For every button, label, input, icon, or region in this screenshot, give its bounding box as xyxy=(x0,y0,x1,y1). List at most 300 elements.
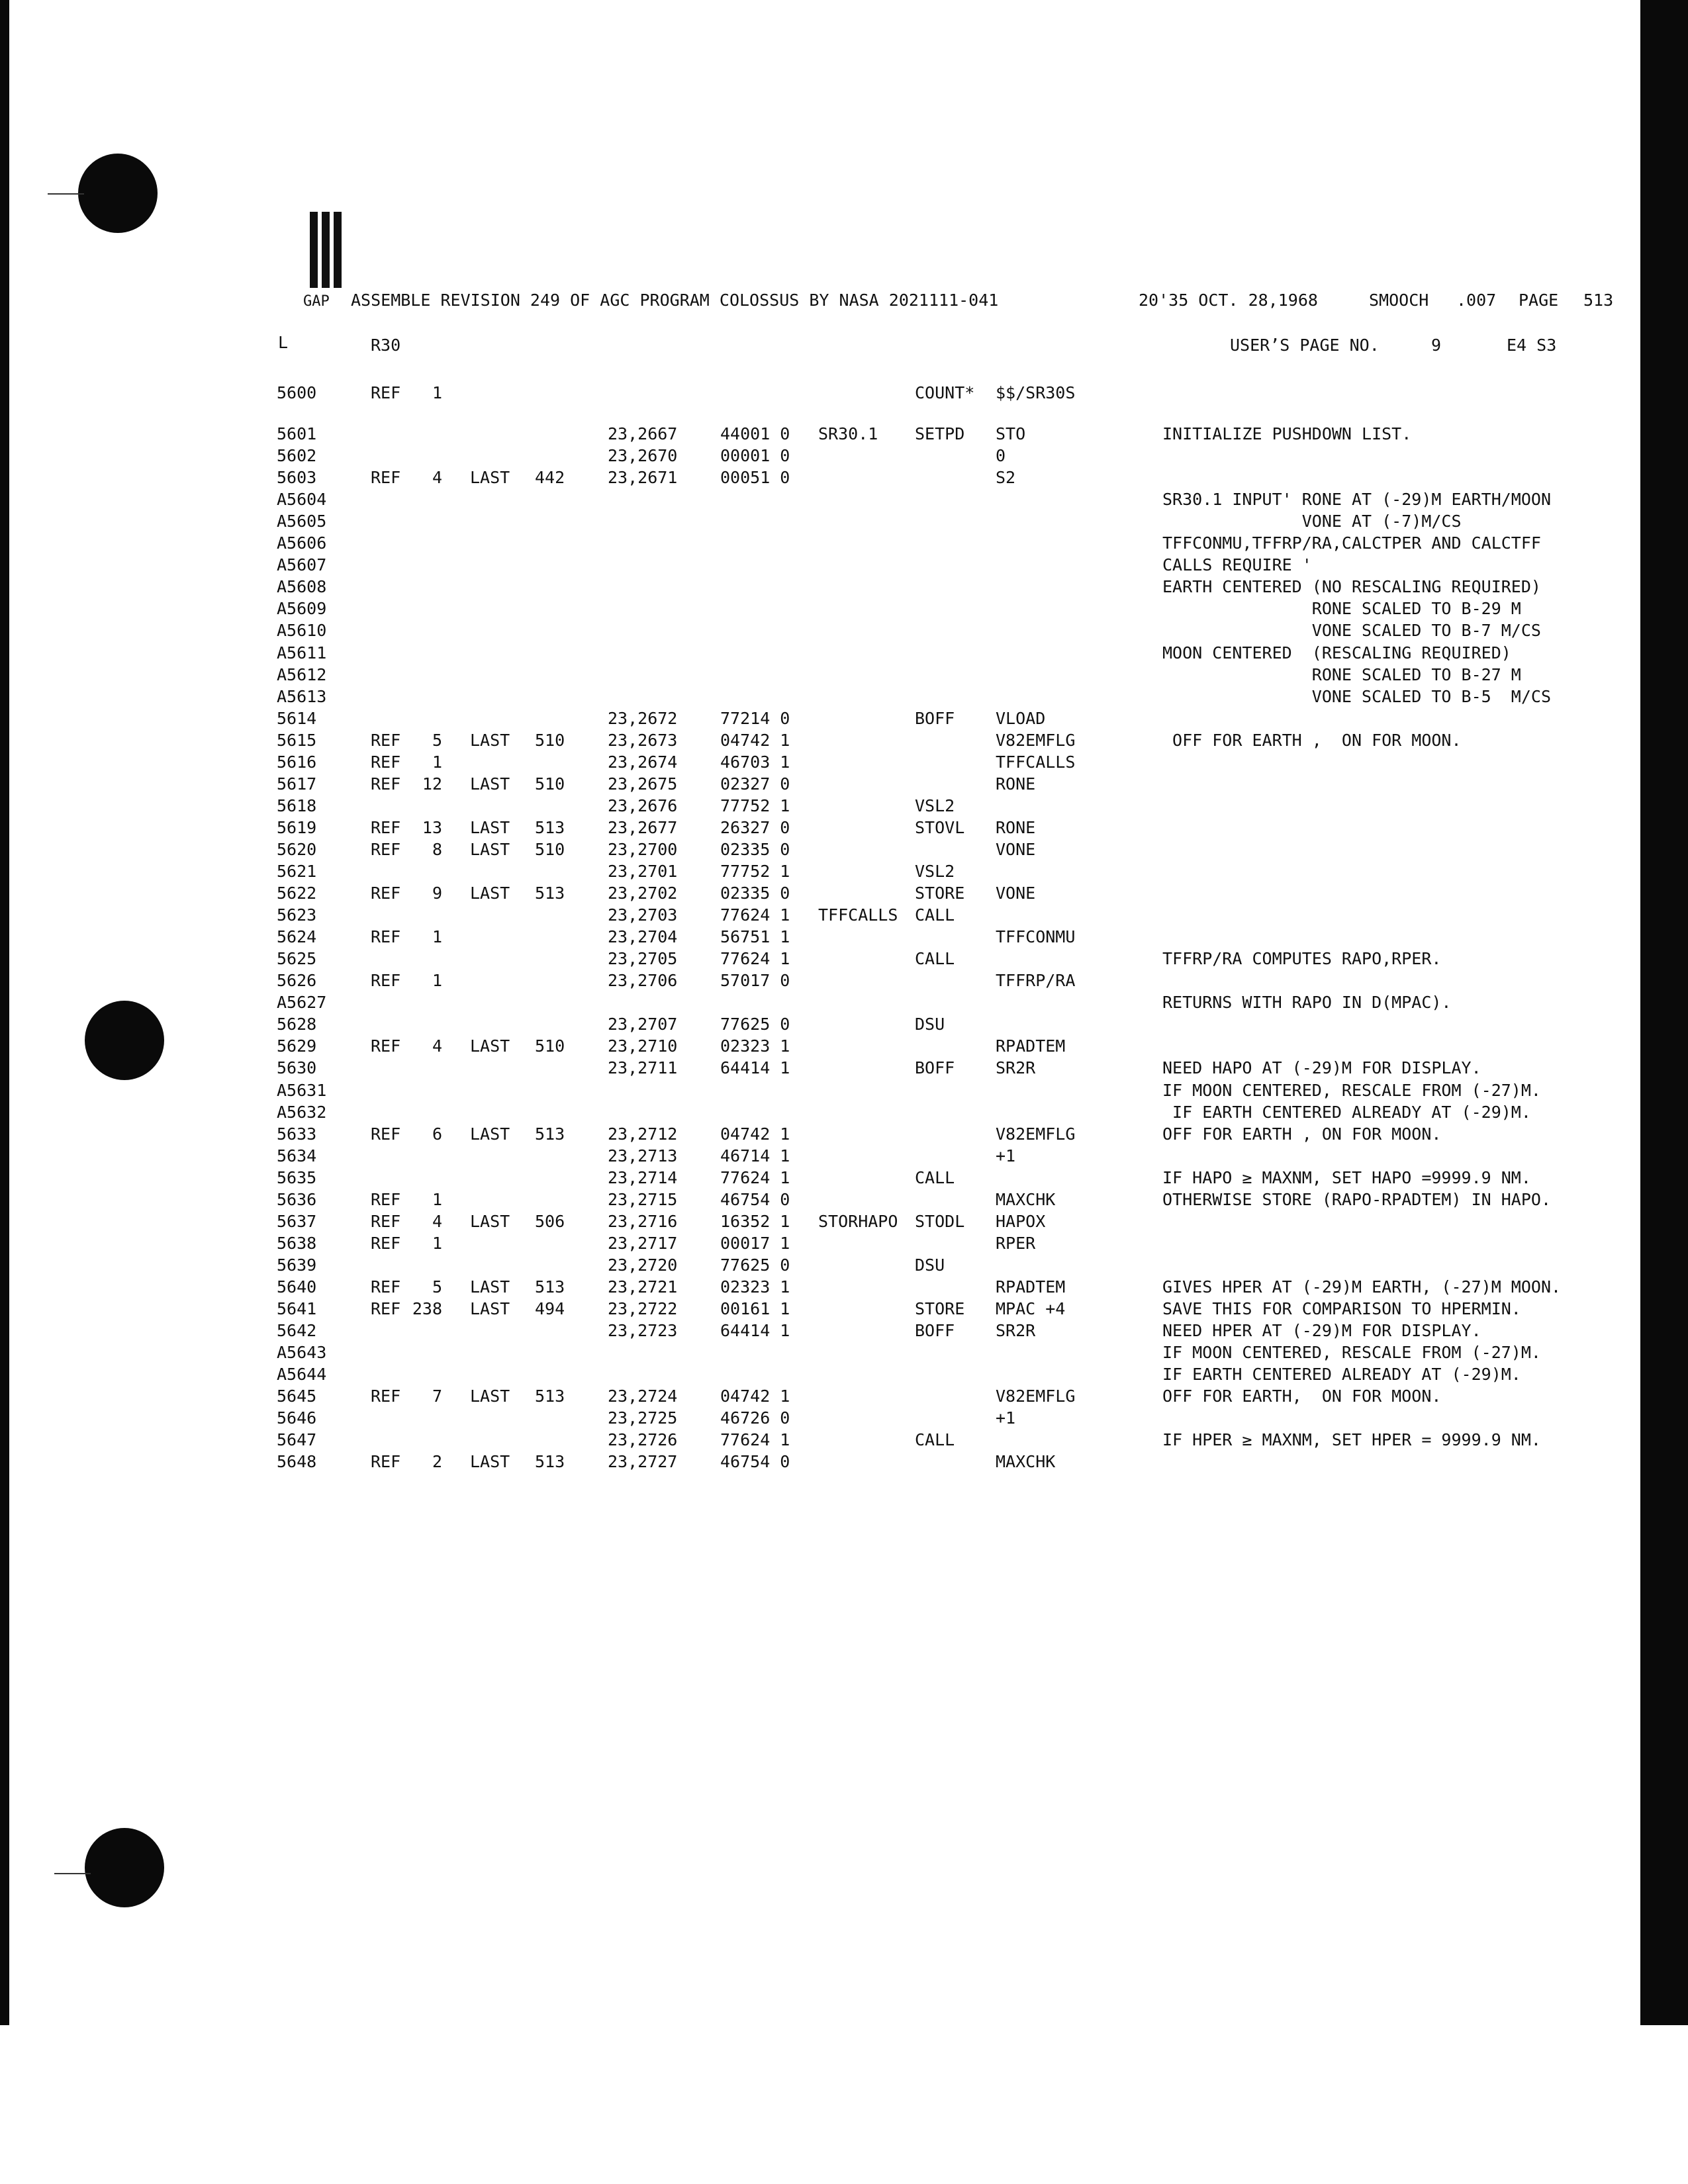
listing-row xyxy=(0,1342,1622,1363)
listing-row xyxy=(0,752,1622,773)
last-marker: LAST xyxy=(470,839,510,859)
comment: RONE SCALED TO B-27 M xyxy=(1162,664,1521,684)
line-number: 5645 xyxy=(277,1387,317,1406)
last-page: 506 xyxy=(535,1211,565,1231)
listing-row xyxy=(0,927,1622,948)
address: 23,2667 xyxy=(608,424,678,443)
address: 23,2724 xyxy=(608,1387,678,1406)
line-number: A5631 xyxy=(277,1080,327,1100)
last-page: 513 xyxy=(535,1124,565,1144)
listing-row xyxy=(0,948,1622,970)
opcode: STOVL xyxy=(915,817,965,837)
octal-code: 77752 1 xyxy=(720,862,790,881)
line-number: 5624 xyxy=(277,927,317,947)
octal-code: 46754 0 xyxy=(720,1189,790,1209)
ref-count: 238 xyxy=(412,1299,442,1318)
last-page: 510 xyxy=(535,774,565,794)
listing-row xyxy=(0,620,1622,641)
line-number: A5613 xyxy=(277,686,327,706)
operand: SR2R xyxy=(996,1321,1036,1341)
octal-code: 64414 1 xyxy=(720,1321,790,1341)
ref-count: 2 xyxy=(432,1452,442,1472)
listing-row xyxy=(0,424,1622,445)
listing-row xyxy=(0,1408,1622,1429)
octal-code: 00051 0 xyxy=(720,468,790,488)
last-page: 513 xyxy=(535,817,565,837)
last-marker: LAST xyxy=(470,1452,510,1472)
address: 23,2673 xyxy=(608,730,678,750)
ref-count: 7 xyxy=(432,1387,442,1406)
line-number: A5604 xyxy=(277,490,327,510)
octal-code: 77625 0 xyxy=(720,1255,790,1275)
address: 23,2720 xyxy=(608,1255,678,1275)
line-number: 5615 xyxy=(277,730,317,750)
octal-code: 46726 0 xyxy=(720,1408,790,1428)
last-page: 513 xyxy=(535,1452,565,1472)
ref-marker: REF xyxy=(371,1277,401,1297)
operand: MAXCHK xyxy=(996,1452,1056,1472)
page-code: E4 S3 xyxy=(1507,336,1557,355)
label: TFFCALLS xyxy=(818,905,898,925)
last-marker: LAST xyxy=(470,817,510,837)
address: 23,2670 xyxy=(608,446,678,466)
ref-marker: REF xyxy=(371,1387,401,1406)
opcode: CALL xyxy=(915,1430,955,1450)
octal-code: 77214 0 xyxy=(720,708,790,728)
comment: IF MOON CENTERED, RESCALE FROM (-27)M. xyxy=(1162,1080,1541,1100)
octal-code: 77624 1 xyxy=(720,905,790,925)
line-number: A5610 xyxy=(277,621,327,641)
octal-code: 04742 1 xyxy=(720,1387,790,1406)
line-number: 5625 xyxy=(277,949,317,969)
comment: NEED HPER AT (-29)M FOR DISPLAY. xyxy=(1162,1321,1481,1341)
listing-row xyxy=(0,883,1622,904)
comment: IF HPER ≥ MAXNM, SET HPER = 9999.9 NM. xyxy=(1162,1430,1541,1450)
line-number: 5621 xyxy=(277,862,317,881)
opcode: COUNT* xyxy=(915,383,975,402)
line-number: A5632 xyxy=(277,1102,327,1122)
operand: 0 xyxy=(996,446,1006,466)
address: 23,2674 xyxy=(608,752,678,772)
line-number: 5614 xyxy=(277,708,317,728)
operand: V82EMFLG xyxy=(996,730,1076,750)
address: 23,2701 xyxy=(608,862,678,881)
line-number: 5647 xyxy=(277,1430,317,1450)
opcode: BOFF xyxy=(915,708,955,728)
ref-count: 4 xyxy=(432,1036,442,1056)
address: 23,2722 xyxy=(608,1299,678,1318)
comment: VONE SCALED TO B-5 M/CS xyxy=(1162,686,1551,706)
last-page: 442 xyxy=(535,468,565,488)
octal-code: 02323 1 xyxy=(720,1277,790,1297)
address: 23,2671 xyxy=(608,468,678,488)
address: 23,2716 xyxy=(608,1211,678,1231)
address: 23,2710 xyxy=(608,1036,678,1056)
octal-code: 02335 0 xyxy=(720,839,790,859)
line-number: 5603 xyxy=(277,468,317,488)
ref-marker: REF xyxy=(371,927,401,947)
opcode: DSU xyxy=(915,1255,945,1275)
comment: SAVE THIS FOR COMPARISON TO HPERMIN. xyxy=(1162,1299,1521,1318)
ref-count: 5 xyxy=(432,1277,442,1297)
ref-count: 8 xyxy=(432,839,442,859)
comment: TFFRP/RA COMPUTES RAPO,RPER. xyxy=(1162,949,1442,969)
listing-row xyxy=(0,555,1622,576)
line-number: 5619 xyxy=(277,817,317,837)
octal-code: 04742 1 xyxy=(720,730,790,750)
octal-code: 04742 1 xyxy=(720,1124,790,1144)
comment: IF MOON CENTERED, RESCALE FROM (-27)M. xyxy=(1162,1343,1541,1363)
listing-row xyxy=(0,774,1622,795)
operand: RPADTEM xyxy=(996,1277,1066,1297)
listing-row xyxy=(0,970,1622,991)
listing-row xyxy=(0,1430,1622,1451)
ref-marker: REF xyxy=(371,468,401,488)
listing-row xyxy=(0,1277,1622,1298)
ref-count: 1 xyxy=(432,752,442,772)
column-l-label: L xyxy=(278,333,289,352)
octal-code: 77752 1 xyxy=(720,796,790,815)
address: 23,2705 xyxy=(608,949,678,969)
page-number: 513 xyxy=(1583,291,1614,310)
routine-name: R30 xyxy=(371,336,401,355)
punch-mark-bottom xyxy=(54,1873,91,1874)
opcode: DSU xyxy=(915,1015,945,1034)
line-number: 5641 xyxy=(277,1299,317,1318)
line-number: A5643 xyxy=(277,1343,327,1363)
listing-row xyxy=(0,1233,1622,1254)
ref-marker: REF xyxy=(371,1189,401,1209)
opcode: CALL xyxy=(915,1167,955,1187)
page-label: PAGE xyxy=(1519,291,1559,310)
listing-row xyxy=(0,1320,1622,1342)
line-number: A5606 xyxy=(277,533,327,553)
octal-code: 26327 0 xyxy=(720,817,790,837)
listing-row xyxy=(0,1080,1622,1101)
operand: RONE xyxy=(996,817,1036,837)
listing-row xyxy=(0,576,1622,598)
octal-code: 16352 1 xyxy=(720,1211,790,1231)
address: 23,2712 xyxy=(608,1124,678,1144)
line-number: A5605 xyxy=(277,512,327,531)
comment: VONE AT (-7)M/CS xyxy=(1162,512,1462,531)
ref-count: 9 xyxy=(432,884,442,903)
comment: VONE SCALED TO B-7 M/CS xyxy=(1162,621,1541,641)
octal-code: 00161 1 xyxy=(720,1299,790,1318)
address: 23,2706 xyxy=(608,971,678,991)
opcode: STORE xyxy=(915,1299,965,1318)
line-number: 5633 xyxy=(277,1124,317,1144)
listing-row xyxy=(0,1124,1622,1145)
line-number: 5642 xyxy=(277,1321,317,1341)
ref-count: 6 xyxy=(432,1124,442,1144)
comment: IF HAPO ≥ MAXNM, SET HAPO =9999.9 NM. xyxy=(1162,1167,1531,1187)
last-marker: LAST xyxy=(470,884,510,903)
line-number: 5628 xyxy=(277,1015,317,1034)
ref-marker: REF xyxy=(371,839,401,859)
operand: HAPOX xyxy=(996,1211,1046,1231)
listing-row xyxy=(0,1364,1622,1385)
octal-code: 02323 1 xyxy=(720,1036,790,1056)
listing-row xyxy=(0,1211,1622,1232)
line-number: A5612 xyxy=(277,664,327,684)
operand: TFFRP/RA xyxy=(996,971,1076,991)
assembly-title: ASSEMBLE REVISION 249 OF AGC PROGRAM COLOSSUS BY NASA 2021111-041 xyxy=(351,291,999,310)
line-number: A5609 xyxy=(277,599,327,619)
ref-count: 4 xyxy=(432,468,442,488)
listing-row xyxy=(0,643,1622,664)
line-number: 5601 xyxy=(277,424,317,443)
logo-text: GAP xyxy=(303,293,330,310)
address: 23,2676 xyxy=(608,796,678,815)
listing-row xyxy=(0,817,1622,839)
octal-code: 46703 1 xyxy=(720,752,790,772)
octal-code: 56751 1 xyxy=(720,927,790,947)
last-marker: LAST xyxy=(470,1124,510,1144)
octal-code: 57017 0 xyxy=(720,971,790,991)
operand: RPER xyxy=(996,1233,1036,1253)
last-marker: LAST xyxy=(470,1299,510,1318)
address: 23,2725 xyxy=(608,1408,678,1428)
line-number: 5629 xyxy=(277,1036,317,1056)
listing-row xyxy=(0,1255,1622,1276)
assembly-timestamp: 20'35 OCT. 28,1968 xyxy=(1139,291,1318,310)
line-number: 5634 xyxy=(277,1146,317,1165)
address: 23,2721 xyxy=(608,1277,678,1297)
listing-row xyxy=(0,1058,1622,1079)
listing-row xyxy=(0,686,1622,707)
address: 23,2700 xyxy=(608,839,678,859)
operand: VONE xyxy=(996,839,1036,859)
last-page: 513 xyxy=(535,884,565,903)
line-number: A5627 xyxy=(277,993,327,1013)
user-page-number: 9 xyxy=(1431,336,1442,355)
ref-count: 12 xyxy=(422,774,442,794)
line-number: 5646 xyxy=(277,1408,317,1428)
listing-row xyxy=(0,796,1622,817)
ref-count: 1 xyxy=(432,1233,442,1253)
line-number: A5644 xyxy=(277,1365,327,1385)
last-page: 510 xyxy=(535,839,565,859)
line-number: 5618 xyxy=(277,796,317,815)
user-page-label: USER’S PAGE NO. xyxy=(1230,336,1380,355)
line-number: A5611 xyxy=(277,643,327,662)
line-number: 5600 xyxy=(277,383,317,402)
ref-marker: REF xyxy=(371,1124,401,1144)
label: STORHAPO xyxy=(818,1211,898,1231)
ref-marker: REF xyxy=(371,1233,401,1253)
last-page: 513 xyxy=(535,1387,565,1406)
address: 23,2707 xyxy=(608,1015,678,1034)
line-number: 5626 xyxy=(277,971,317,991)
last-page: 513 xyxy=(535,1277,565,1297)
address: 23,2713 xyxy=(608,1146,678,1165)
listing-row xyxy=(0,1298,1622,1320)
ref-marker: REF xyxy=(371,752,401,772)
operand: TFFCALLS xyxy=(996,752,1076,772)
line-number: 5617 xyxy=(277,774,317,794)
line-number: A5607 xyxy=(277,555,327,575)
comment: EARTH CENTERED (NO RESCALING REQUIRED) xyxy=(1162,577,1541,597)
comment: MOON CENTERED (RESCALING REQUIRED) xyxy=(1162,643,1511,662)
comment: CALLS REQUIRE ' xyxy=(1162,555,1312,575)
ref-count: 1 xyxy=(432,383,442,402)
listing-row xyxy=(0,1146,1622,1167)
label: SR30.1 xyxy=(818,424,878,443)
opcode: BOFF xyxy=(915,1321,955,1341)
ref-count: 4 xyxy=(432,1211,442,1231)
ref-count: 1 xyxy=(432,971,442,991)
line-number: 5623 xyxy=(277,905,317,925)
operand: VLOAD xyxy=(996,708,1046,728)
comment: NEED HAPO AT (-29)M FOR DISPLAY. xyxy=(1162,1058,1481,1078)
listing-row xyxy=(0,511,1622,532)
line-number: 5637 xyxy=(277,1211,317,1231)
operand: V82EMFLG xyxy=(996,1124,1076,1144)
operand: VONE xyxy=(996,884,1036,903)
octal-code: 00001 0 xyxy=(720,446,790,466)
listing-row xyxy=(0,467,1622,488)
octal-code: 46714 1 xyxy=(720,1146,790,1165)
address: 23,2715 xyxy=(608,1189,678,1209)
listing-row xyxy=(0,839,1622,860)
comment: RONE SCALED TO B-29 M xyxy=(1162,599,1521,619)
listing-row xyxy=(0,598,1622,619)
listing-row xyxy=(0,905,1622,926)
address: 23,2723 xyxy=(608,1321,678,1341)
ref-count: 1 xyxy=(432,927,442,947)
last-marker: LAST xyxy=(470,1211,510,1231)
address: 23,2714 xyxy=(608,1167,678,1187)
ref-marker: REF xyxy=(371,817,401,837)
comment: OFF FOR EARTH , ON FOR MOON. xyxy=(1162,730,1462,750)
address: 23,2726 xyxy=(608,1430,678,1450)
operand: TFFCONMU xyxy=(996,927,1076,947)
comment: OFF FOR EARTH, ON FOR MOON. xyxy=(1162,1387,1442,1406)
listing-row xyxy=(0,533,1622,554)
operand: MAXCHK xyxy=(996,1189,1056,1209)
operand: STO xyxy=(996,424,1026,443)
listing-row xyxy=(0,992,1622,1013)
line-number: 5602 xyxy=(277,446,317,466)
octal-code: 77624 1 xyxy=(720,1167,790,1187)
punch-mark-top xyxy=(48,193,84,195)
line-number: A5608 xyxy=(277,577,327,597)
address: 23,2717 xyxy=(608,1233,678,1253)
line-number: 5639 xyxy=(277,1255,317,1275)
address: 23,2675 xyxy=(608,774,678,794)
last-marker: LAST xyxy=(470,468,510,488)
operand: +1 xyxy=(996,1408,1016,1428)
last-page: 510 xyxy=(535,730,565,750)
listing-row xyxy=(0,1451,1622,1473)
octal-code: 77625 0 xyxy=(720,1015,790,1034)
listing-row xyxy=(0,708,1622,729)
comment: SR30.1 INPUT' RONE AT (-29)M EARTH/MOON xyxy=(1162,490,1551,510)
line-number: 5616 xyxy=(277,752,317,772)
opcode: VSL2 xyxy=(915,862,955,881)
comment: TFFCONMU,TFFRP/RA,CALCTPER AND CALCTFF xyxy=(1162,533,1541,553)
operand: +1 xyxy=(996,1146,1016,1165)
operand: RONE xyxy=(996,774,1036,794)
operand: RPADTEM xyxy=(996,1036,1066,1056)
ref-marker: REF xyxy=(371,774,401,794)
line-number: 5640 xyxy=(277,1277,317,1297)
operand: MPAC +4 xyxy=(996,1299,1066,1318)
listing-row xyxy=(0,1386,1622,1407)
last-page: 494 xyxy=(535,1299,565,1318)
last-marker: LAST xyxy=(470,1387,510,1406)
address: 23,2711 xyxy=(608,1058,678,1078)
assembly-user: SMOOCH xyxy=(1369,291,1429,310)
opcode: SETPD xyxy=(915,424,965,443)
ref-marker: REF xyxy=(371,730,401,750)
comment: RETURNS WITH RAPO IN D(MPAC). xyxy=(1162,993,1452,1013)
ref-marker: REF xyxy=(371,1299,401,1318)
line-number: 5636 xyxy=(277,1189,317,1209)
opcode: BOFF xyxy=(915,1058,955,1078)
last-marker: LAST xyxy=(470,1277,510,1297)
last-marker: LAST xyxy=(470,774,510,794)
ref-marker: REF xyxy=(371,971,401,991)
scan-right-edge xyxy=(1640,0,1688,2025)
octal-code: 77624 1 xyxy=(720,949,790,969)
listing-row xyxy=(0,1014,1622,1035)
listing-row xyxy=(0,861,1622,882)
address: 23,2702 xyxy=(608,884,678,903)
line-number: 5630 xyxy=(277,1058,317,1078)
listing-row xyxy=(0,1036,1622,1057)
punch-hole-bottom xyxy=(85,1828,164,1907)
line-number: 5620 xyxy=(277,839,317,859)
octal-code: 77624 1 xyxy=(720,1430,790,1450)
ref-count: 1 xyxy=(432,1189,442,1209)
ref-marker: REF xyxy=(371,1211,401,1231)
address: 23,2672 xyxy=(608,708,678,728)
octal-code: 64414 1 xyxy=(720,1058,790,1078)
operand: S2 xyxy=(996,468,1016,488)
line-number: 5638 xyxy=(277,1233,317,1253)
listing-row xyxy=(0,489,1622,510)
listing-row xyxy=(0,664,1622,686)
comment: IF EARTH CENTERED ALREADY AT (-29)M. xyxy=(1162,1102,1531,1122)
operand: SR2R xyxy=(996,1058,1036,1078)
operand: $$/SR30S xyxy=(996,383,1076,402)
opcode: CALL xyxy=(915,905,955,925)
comment: IF EARTH CENTERED ALREADY AT (-29)M. xyxy=(1162,1365,1521,1385)
ref-count: 5 xyxy=(432,730,442,750)
opcode: STODL xyxy=(915,1211,965,1231)
address: 23,2677 xyxy=(608,817,678,837)
octal-code: 02327 0 xyxy=(720,774,790,794)
comment: GIVES HPER AT (-29)M EARTH, (-27)M MOON. xyxy=(1162,1277,1562,1297)
line-number: 5622 xyxy=(277,884,317,903)
listing-row xyxy=(0,1102,1622,1123)
line-number: 5635 xyxy=(277,1167,317,1187)
address: 23,2704 xyxy=(608,927,678,947)
listing-row xyxy=(0,1189,1622,1210)
last-marker: LAST xyxy=(470,1036,510,1056)
ref-marker: REF xyxy=(371,884,401,903)
opcode: STORE xyxy=(915,884,965,903)
ref-marker: REF xyxy=(371,1452,401,1472)
listing-row xyxy=(0,730,1622,751)
operand: V82EMFLG xyxy=(996,1387,1076,1406)
last-page: 510 xyxy=(535,1036,565,1056)
assembly-version: .007 xyxy=(1456,291,1497,310)
address: 23,2703 xyxy=(608,905,678,925)
listing-row xyxy=(0,445,1622,467)
